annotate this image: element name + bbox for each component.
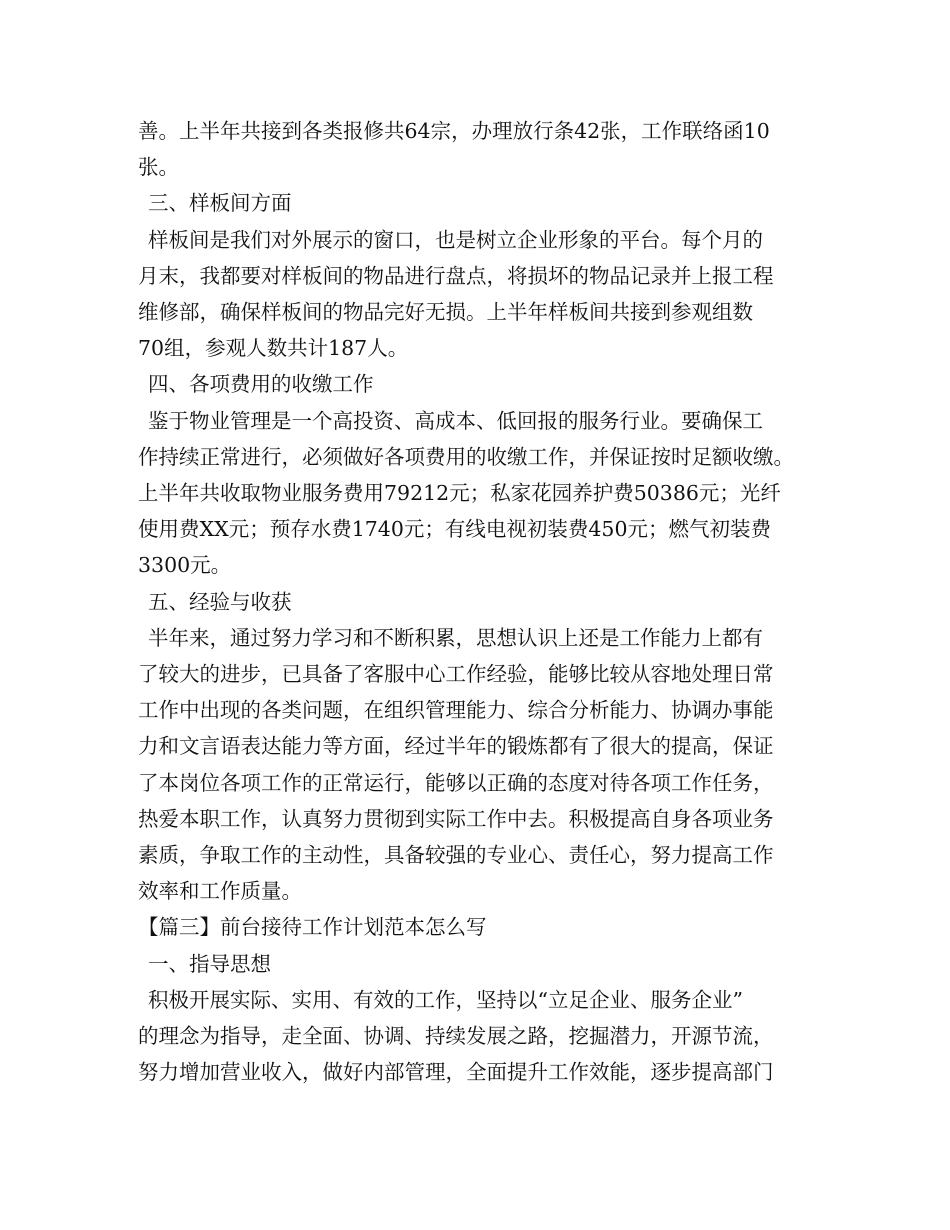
section-heading-guiding: 一、指导思想 (148, 951, 271, 976)
document-body (138, 113, 828, 1090)
text-line-10: 作持续正常进行，必须做好各项费用的收缴工作，并保证按时足额收缴。 (138, 444, 794, 469)
section-heading-fees: 四、各项费用的收缴工作 (148, 372, 374, 397)
text-line-1: 善。上半年共接到各类报修共64宗，办理放行条42张，工作联络函10 (138, 119, 770, 143)
text-line-9: 鉴于物业管理是一个高投资、高成本、低回报的服务行业。要确保工 (148, 408, 763, 433)
text-line-16: 了较大的进步，已具备了客服中心工作经验，能够比较从容地处理日常 (138, 662, 774, 687)
text-line-15: 半年来，通过努力学习和不断积累，思想认识上还是工作能力上都有 (148, 625, 763, 650)
text-line-2: 张。 (138, 155, 179, 180)
text-line-12: 使用费XX元；预存水费1740元；有线电视初装费450元；燃气初装费 (138, 517, 771, 542)
text-line-25: 积极开展实际、实用、有效的工作，坚持以“立足企业、服务企业” (148, 987, 743, 1012)
text-line-21: 素质，争取工作的主动性，具备较强的专业心、责任心，努力提高工作 (138, 843, 774, 868)
section-heading-samples: 三、样板间方面 (148, 191, 292, 216)
text-line-6: 维修部，确保样板间的物品完好无损。上半年样板间共接到参观组数 (138, 300, 753, 325)
section-heading-experience: 五、经验与收获 (148, 589, 292, 614)
text-line-7: 70组，参观人数共计187人。 (138, 336, 409, 361)
text-line-4: 样板间是我们对外展示的窗口，也是树立企业形象的平台。每个月的 (148, 227, 763, 252)
text-line-22: 效率和工作质量。 (138, 879, 302, 904)
text-line-17: 工作中出现的各类问题，在组织管理能力、综合分析能力、协调办事能 (138, 698, 774, 723)
text-line-27: 努力增加营业收入，做好内部管理，全面提升工作效能，逐步提高部门 (138, 1060, 774, 1085)
article-heading: 【篇三】前台接待工作计划范本怎么写 (138, 915, 487, 940)
text-line-19: 了本岗位各项工作的正常运行，能够以正确的态度对待各项工作任务， (138, 770, 774, 795)
text-line-26: 的理念为指导，走全面、协调、持续发展之路，挖掘潜力，开源节流， (138, 1024, 774, 1049)
text-line-13: 3300元。 (138, 553, 232, 578)
text-line-11: 上半年共收取物业服务费用79212元；私家花园养护费50386元；光纤 (138, 481, 781, 506)
text-line-5: 月末，我都要对样板间的物品进行盘点，将损坏的物品记录并上报工程 (138, 263, 774, 288)
text-line-20: 热爱本职工作，认真努力贯彻到实际工作中去。积极提高自身各项业务 (138, 806, 774, 831)
text-line-18: 力和文言语表达能力等方面，经过半年的锻炼都有了很大的提高，保证 (138, 734, 774, 759)
